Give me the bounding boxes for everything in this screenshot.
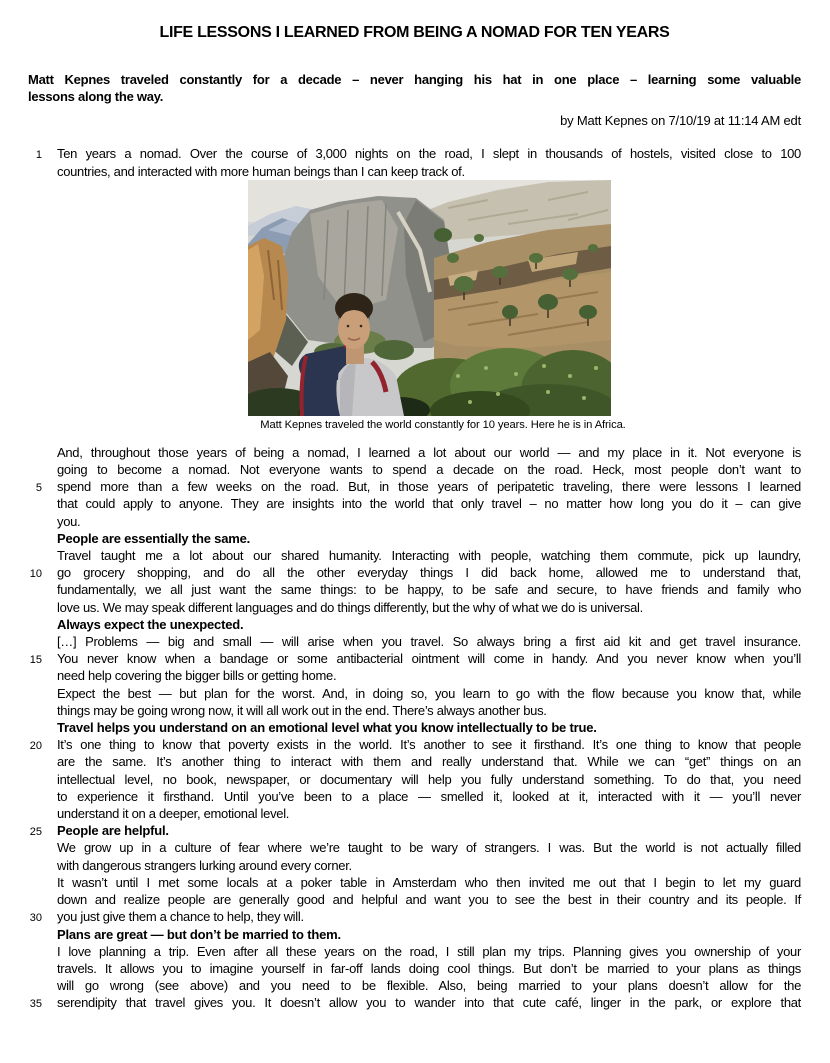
line-text: understand it on a deeper, emotional level. — [57, 806, 290, 822]
passage-heading-line — [0, 926, 830, 943]
passage-line — [0, 736, 830, 753]
line-text: intellectual level, no book, newspaper, or documentary will help you fully understand something. To do that, you need — [57, 771, 801, 787]
passage-line — [0, 461, 830, 478]
passage-line — [0, 650, 830, 667]
passage-line — [0, 599, 830, 616]
passage-line — [0, 145, 830, 162]
line-number: 20 — [29, 739, 42, 752]
line-text: fundamentally, we all just want the same things: to be happy, to be safe and secure, to have friends and family who — [57, 582, 801, 598]
article-figure — [57, 180, 801, 432]
line-text: And, throughout those years of being a nomad, I learned a lot about our world — and my place in it. Not everyone is — [57, 444, 801, 460]
passage-line — [0, 547, 830, 564]
passage-line — [0, 874, 830, 891]
passage-line — [0, 564, 830, 581]
passage-lines-after-photo — [0, 444, 830, 1012]
line-text: you. — [57, 513, 81, 529]
line-text: down and realize people are generally good and helpful and want you to see the best in their country and its people. If — [57, 892, 801, 908]
passage-heading-line — [0, 719, 830, 736]
line-number: 15 — [29, 653, 42, 666]
passage-line — [0, 891, 830, 908]
passage-line — [0, 857, 830, 874]
passage-line — [0, 839, 830, 856]
photo-caption: Matt Kepnes traveled the world constantly for 10 years. Here he is in Africa. — [260, 418, 626, 431]
passage-line — [0, 478, 830, 495]
line-text: go grocery shopping, and do all the other everyday things I did back home, allowed me to understand that, — [57, 565, 801, 581]
line-text: will go wrong (see above) and you need to be flexible. Also, being married to your plans doesn’t allow for the — [57, 978, 801, 994]
passage-heading-line — [0, 530, 830, 547]
line-text: you just give them a chance to help, they will. — [57, 909, 304, 925]
line-text: going to become a nomad. Not everyone wants to spend a decade on the road. Heck, most people don’t want to — [57, 462, 801, 478]
line-text: that could apply to anyone. They are insights into the world that only travel – no matter how long you do it – can give — [57, 496, 801, 512]
line-text: We grow up in a culture of fear where we’re taught to be wary of strangers. I was. But the world is not actually filled — [57, 840, 801, 856]
passage-heading-line — [0, 616, 830, 633]
subtitle-line: Matt Kepnes traveled constantly for a decade – never hanging his hat in one place – learning some valuable — [28, 72, 801, 87]
line-number: 25 — [29, 825, 42, 838]
passage-line — [0, 994, 830, 1011]
passage-line — [0, 977, 830, 994]
passage-line — [0, 581, 830, 598]
line-text: Travel taught me a lot about our shared humanity. Interacting with people, watching them commute, pick up laundry, — [57, 548, 801, 564]
line-number: 1 — [35, 148, 42, 161]
article-photo-image — [248, 180, 611, 416]
passage-line — [0, 495, 830, 512]
line-text: countries, and interacted with more human beings than I can keep track of. — [57, 163, 465, 179]
passage-line — [0, 163, 830, 180]
line-text: with dangerous strangers lurking around every corner. — [57, 857, 352, 873]
line-text: serendipity that travel gives you. It doesn’t allow you to wander into that cute café, linger in the park, or explore that — [57, 995, 801, 1011]
article-page — [0, 24, 830, 1063]
passage-line — [0, 753, 830, 770]
passage — [0, 145, 830, 1011]
line-text: Expect the best — but plan for the worst. And, in doing so, you learn to go with the flow because you know that, while — [57, 685, 801, 701]
line-text: Travel helps you understand on an emotional level what you know intellectually to be true. — [57, 720, 597, 736]
passage-line — [0, 960, 830, 977]
article-byline: by Matt Kepnes on 7/10/19 at 11:14 AM edt — [560, 113, 801, 129]
passage-heading-line — [0, 822, 830, 839]
passage-line — [0, 633, 830, 650]
line-text: need help covering the bigger bills or getting home. — [57, 668, 337, 684]
passage-line — [0, 685, 830, 702]
article-title: LIFE LESSONS I LEARNED FROM BEING A NOMAD FOR TEN YEARS — [159, 24, 670, 41]
passage-line — [0, 771, 830, 788]
line-text: You never know when a bandage or some antibacterial ointment will come in handy. And you never know when you’ll — [57, 651, 801, 667]
line-number: 35 — [29, 997, 42, 1010]
line-text: travels. It allows you to imagine yourself in far-off lands doing cool things. But don’t be married to your plans as things — [57, 960, 801, 976]
line-text: Ten years a nomad. Over the course of 3,000 nights on the road, I slept in thousands of hostels, visited close to 100 — [57, 146, 801, 162]
line-number: 5 — [35, 481, 42, 494]
line-text: People are essentially the same. — [57, 530, 251, 546]
passage-lines-before-photo — [0, 145, 830, 179]
line-text: It’s one thing to know that poverty exists in the world. It’s another to see it firsthand. It’s one thing to know that people — [57, 737, 801, 753]
line-text: are the same. It’s another thing to interact with them and really understand that. While we can “get” things on an — [57, 754, 801, 770]
line-text: love us. We may speak different languages and do things differently, but the why of what we do is universal. — [57, 599, 643, 615]
line-text: People are helpful. — [57, 823, 169, 839]
line-text: to experience it firsthand. Until you’ve been to a place — smelled it, looked at it, interacted with it — you’ll never — [57, 788, 801, 804]
article-subtitle — [28, 71, 801, 105]
line-text: […] Problems — big and small — will arise when you travel. So always bring a first aid kit and get travel insurance. — [57, 634, 801, 650]
passage-line — [0, 788, 830, 805]
line-number: 30 — [29, 911, 42, 924]
passage-line — [0, 943, 830, 960]
subtitle-line: lessons along the way. — [28, 89, 164, 105]
line-text: Always expect the unexpected. — [57, 616, 244, 632]
passage-line — [0, 444, 830, 461]
line-text: It wasn’t until I met some locals at a poker table in Amsterdam who then invited me out that I begin to let my guard — [57, 874, 801, 890]
passage-line — [0, 513, 830, 530]
line-number: 10 — [29, 567, 42, 580]
line-text: I love planning a trip. Even after all these years on the road, I still plan my trips. Planning gives you ownership of your — [57, 943, 801, 959]
passage-line — [0, 805, 830, 822]
line-text: Plans are great — but don’t be married to them. — [57, 926, 341, 942]
passage-line — [0, 908, 830, 925]
line-text: things may be going wrong now, it will all work out in the end. There’s always another bus. — [57, 702, 547, 718]
line-text: spend more than a few weeks on the road. But, in those years of peripatetic traveling, there were lessons I learned — [57, 479, 801, 495]
passage-line — [0, 667, 830, 684]
passage-line — [0, 702, 830, 719]
